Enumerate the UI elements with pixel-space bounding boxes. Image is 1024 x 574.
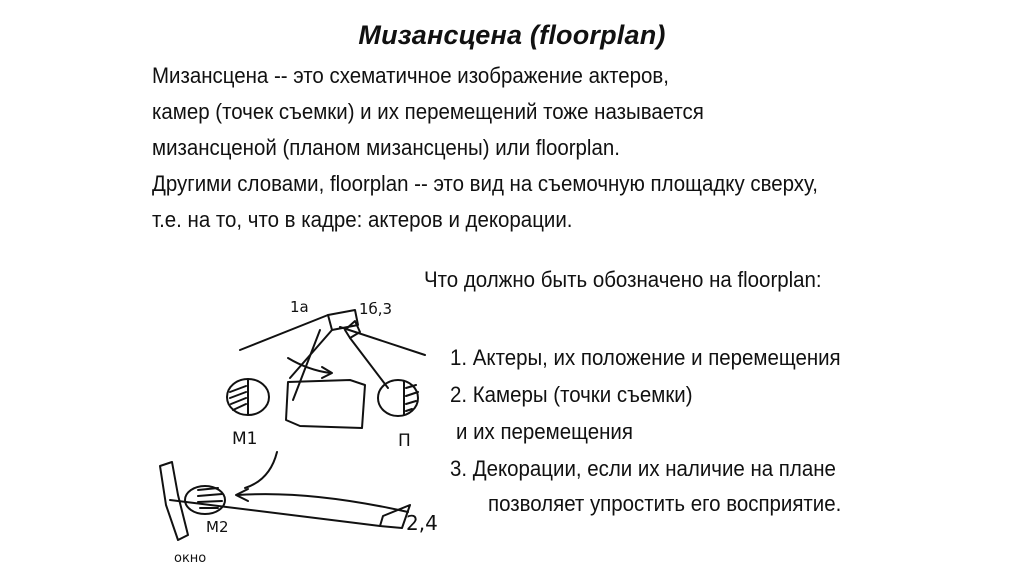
intro-paragraph	[152, 58, 932, 238]
list-item-cameras-cont: и их перемещения	[456, 419, 633, 444]
label-actor-m1: М1	[232, 429, 258, 449]
label-window: окно	[174, 551, 207, 566]
intro-line: Другими словами, floorplan -- это вид на съемочную площадку сверху,	[152, 171, 818, 196]
actor-move-line	[245, 452, 277, 488]
camera-move-line	[238, 494, 408, 512]
camera-move-line	[293, 330, 320, 400]
label-camera-24: 2,4	[406, 511, 438, 535]
label-actor-m2: М2	[206, 518, 229, 536]
label-actor-p: П	[398, 431, 411, 451]
intro-line: Мизансцена -- это схематичное изображение актеров,	[152, 63, 669, 88]
list-item-decorations-cont: позволяет упростить его восприятие.	[488, 491, 842, 516]
list-heading: Что должно быть обозначено на floorplan:	[424, 267, 822, 292]
floorplan-sketch	[140, 290, 440, 574]
list-item-actors: 1. Актеры, их положение и перемещения	[450, 345, 841, 370]
intro-line: т.е. на то, что в кадре: актеров и декорации.	[152, 207, 573, 232]
label-camera-1a: 1а	[290, 298, 309, 316]
actor-shading	[404, 381, 418, 415]
slide-title: Мизансцена (floorplan)	[358, 20, 666, 50]
intro-line: мизансценой (планом мизансцены) или floorplan.	[152, 135, 620, 160]
list-item-cameras: 2. Камеры (точки съемки)	[450, 382, 693, 407]
camera-view-line	[350, 338, 388, 388]
list-item-decorations: 3. Декорации, если их наличие на плане	[450, 456, 836, 481]
label-camera-1b3: 1б,3	[359, 300, 393, 318]
intro-line: камер (точек съемки) и их перемещений тоже называется	[152, 99, 704, 124]
